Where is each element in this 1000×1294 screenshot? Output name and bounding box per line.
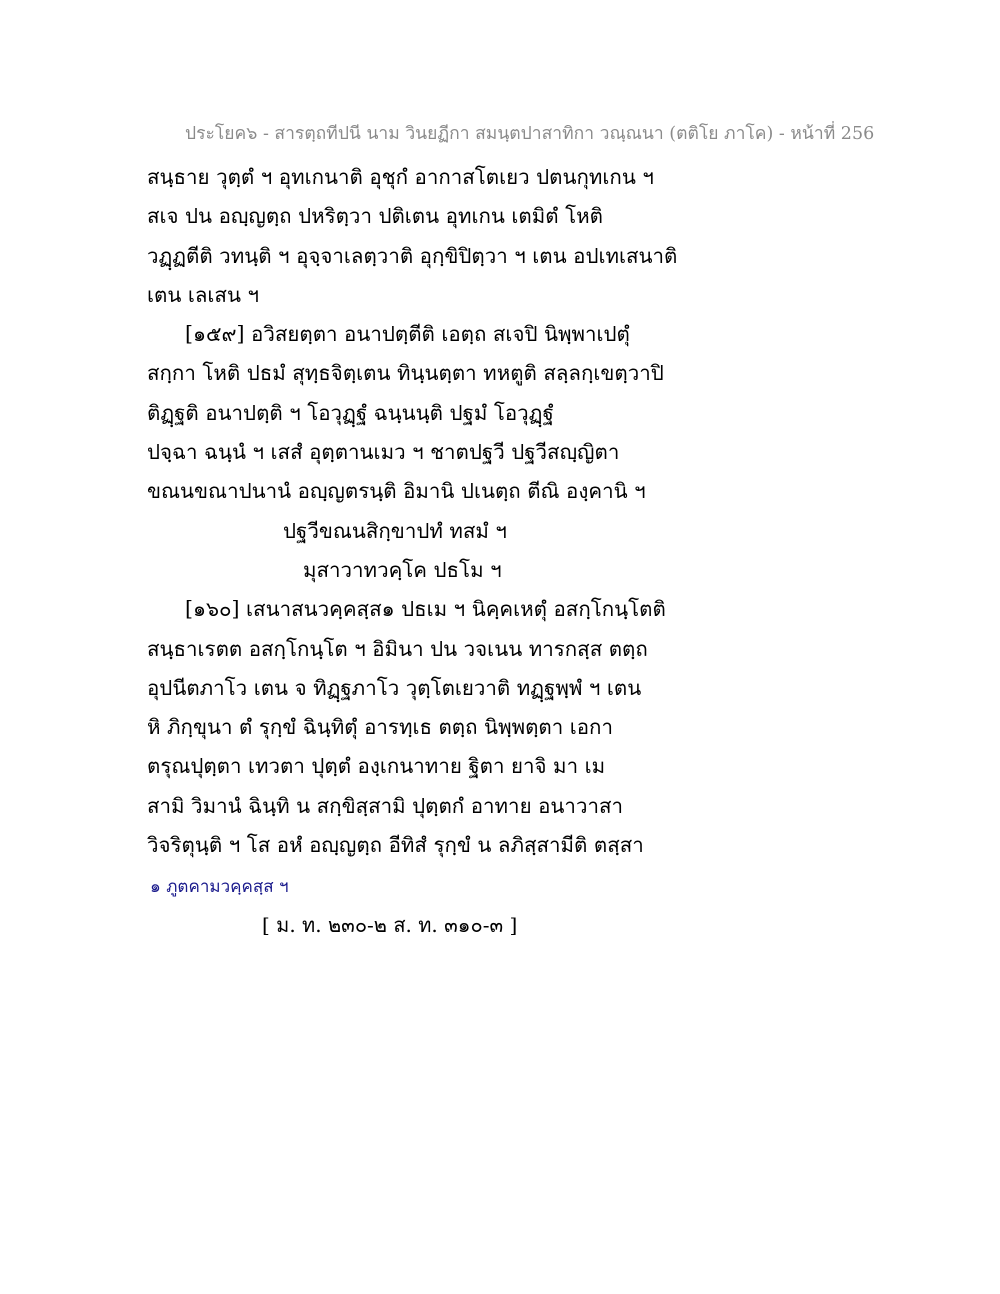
text-line: สกฺกา โหติ ปธมํ สุทฺธจิตฺเตน ทินฺนตฺตา ทหตูติ สลฺลกฺเขตฺวาปิ [147, 361, 664, 386]
paragraph-start-159: [๑๕๙] อวิสยตฺตา อนาปตฺตีติ เอตฺถ สเจปิ นิพฺพาเปตุํ [185, 322, 630, 347]
page-header: ประโยค๖ - สารตฺถทีปนี นาม วินยฏีกา สมนฺตปาสาทิกา วณฺณนา (ตติโย ภาโค) - หน้าที่ 256 [185, 124, 875, 144]
text-line: วิจริตุนฺติ ฯ โส อหํ อญฺญตฺถ อีทิสํ รุกฺขํ น ลภิสฺสามีติ ตสฺสา [147, 833, 644, 858]
text-line: สเจ ปน อญฺญตฺถ ปหริตฺวา ปติเตน อุทเกน เตมิตํ โหติ [147, 204, 603, 229]
text-line: สามิ วิมานํ ฉินฺทิ น สกฺขิสฺสามิ ปุตฺตกํ อาทาย อนาวาสา [147, 793, 623, 818]
paragraph-start-160: [๑๖๐] เสนาสนวคฺคสฺส๑ ปธเม ฯ นิคฺคเหตุํ อสกฺโกนฺโตติ [185, 597, 666, 622]
text-line: วฏฺฏตีติ วทนฺติ ฯ อุจฺจาเลตฺวาติ อุกฺขิปิตฺวา ฯ เตน อปเทเสนาติ [147, 243, 678, 268]
text-line: เตน เลเสน ฯ [147, 282, 259, 307]
page-reference: [ ม. ท. ๒๓๐-๒ ส. ท. ๓๑๐-๓ ] [262, 913, 518, 937]
body-text [147, 158, 707, 865]
text-line: ตรุณปุตฺตา เทวตา ปุตฺตํ องฺเกนาทาย ฐิตา ยาจิ มา เม [147, 754, 606, 779]
text-line: สนฺธาเรตต อสกฺโกนฺโต ฯ อิมินา ปน วจเนน ทารกสฺส ตตฺถ [147, 636, 648, 661]
text-line: หิ ภิกฺขุนา ตํ รุกฺขํ ฉินฺทิตุํ อารทฺเธ ตตฺถ นิพฺพตฺตา เอกา [147, 715, 613, 740]
text-line: อุปนีตภาโว เตน จ ทิฏฺฐภาโว วุตฺโตเยวาติ ทฏฺฐพฺพํ ฯ เตน [147, 675, 642, 700]
footnote: ๑ ภูตคามวคฺคสฺส ฯ [150, 877, 289, 897]
text-line: ขณนขณาปนานํ อญฺญตรนฺติ อิมานิ ปเนตฺถ ตีณิ องฺคานิ ฯ [147, 479, 646, 504]
text-line: สนฺธาย วุตฺตํ ฯ อุทเกนาติ อุชุกํ อากาสโตเยว ปตนกุทเกน ฯ [147, 165, 654, 189]
text-line: ปจฺฉา ฉนฺนํ ฯ เสสํ อุตฺตานเมว ฯ ชาตปฐวี ปฐวีสญฺญิตา [147, 440, 620, 465]
text-line: ติฏฺฐติ อนาปตฺติ ฯ โอวุฏฺฐํ ฉนฺนนฺติ ปฐมํ โอวุฏฺฐํ [147, 400, 554, 425]
section-end-title: ปฐวีขณนสิกฺขาปทํ ทสมํ ฯ [283, 518, 507, 543]
chapter-end-title: มุสาวาทวคฺโค ปธโม ฯ [303, 557, 502, 582]
